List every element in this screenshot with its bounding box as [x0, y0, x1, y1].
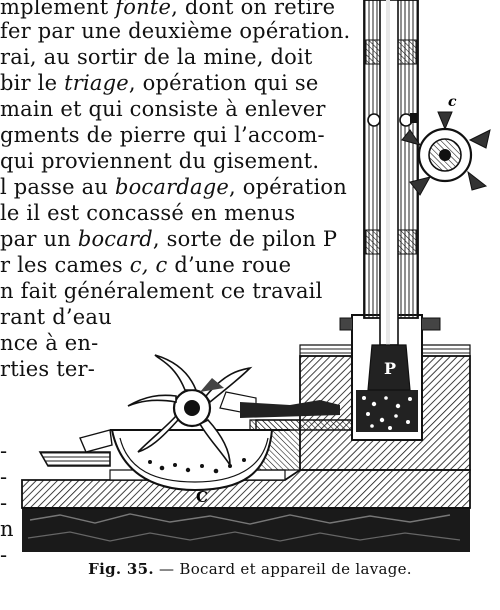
- text-line: bir le triage, opération qui se: [0, 71, 319, 95]
- text-line: gments de pierre qui l’accom-: [0, 123, 325, 147]
- pestle-label: P: [384, 359, 397, 378]
- text-line: nce à en-: [0, 331, 99, 355]
- cut-fragment: -: [0, 491, 8, 515]
- text-line: par un bocard, sorte de pilon P: [0, 227, 338, 251]
- text-line: mplement fonte, dont on retire: [0, 0, 336, 19]
- text-line: r les cames c, c d’une roue: [0, 253, 292, 277]
- figure-number: Fig. 35.: [88, 560, 154, 578]
- cut-fragment: n: [0, 517, 14, 541]
- connecting-beam: [256, 420, 352, 430]
- figure-caption: [0, 560, 500, 578]
- text-line: rai, au sortir de la mine, doit: [0, 45, 313, 69]
- text-line: l passe au bocardage, opération: [0, 175, 347, 199]
- cut-fragment: -: [0, 465, 8, 489]
- text-line: main et qui consiste à enlever: [0, 97, 326, 121]
- text-line: qui proviennent du gisement.: [0, 149, 320, 173]
- text-line: rant d’eau: [0, 305, 112, 329]
- caption-dash: —: [159, 560, 175, 578]
- basin-label: C: [196, 488, 208, 506]
- text-line: fer par une deuxième opération.: [0, 19, 351, 43]
- cut-fragment: -: [0, 439, 8, 463]
- text-line: rties ter-: [0, 357, 96, 381]
- text-line: le il est concassé en menus: [0, 201, 296, 225]
- text-line: n fait généralement ce travail: [0, 279, 323, 303]
- inlet-chute: [40, 430, 112, 466]
- caption-title: Bocard et appareil de lavage.: [179, 560, 412, 578]
- cut-fragment: -: [0, 543, 8, 567]
- cam-label: c: [448, 94, 457, 110]
- ground: [22, 508, 470, 552]
